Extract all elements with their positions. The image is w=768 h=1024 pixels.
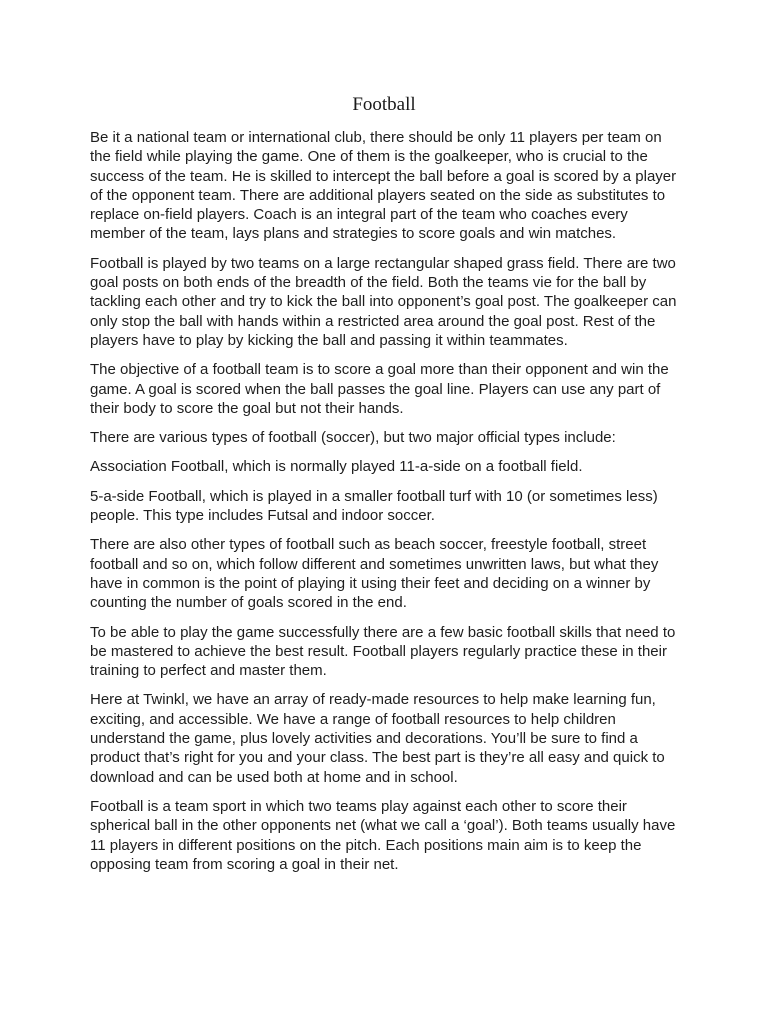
paragraph-association-football: Association Football, which is normally played 11-a-side on a football field. — [90, 458, 583, 476]
paragraph-twinkl-resources: Here at Twinkl, we have an array of ready-made resources to help make learning fun, exciting, and accessible. We have a range of football resources to help children understand the game, plus lovely activities and decorations. You’ll be sure to find a product that’s right for you and your class. The best part is they’re all easy and quick to download and can be used both at home and in school. — [90, 691, 665, 786]
document-body — [90, 128, 680, 884]
document-title: Football — [352, 94, 416, 115]
paragraph-other-types: There are also other types of football such as beach soccer, freestyle football, street football and so on, which follow different and sometimes unwritten laws, but what they have in common is the point of playing it using their feet and deciding on a winner by counting the number of goals scored in the end. — [90, 536, 659, 612]
paragraph-field-play: Football is played by two teams on a large rectangular shaped grass field. There are two goal posts on both ends of the breadth of the field. Both the teams vie for the ball by tackling each other and try to kick the ball into opponent’s goal post. The goalkeeper can only stop the ball with hands within a restricted area around the goal post. Rest of the players have to play by kicking the ball and passing it within teammates. — [90, 254, 677, 349]
paragraph-team-sport: Football is a team sport in which two teams play against each other to score their spherical ball in the other opponents net (what we call a ‘goal’). Both teams usually have 11 players in different positions on the pitch. Each positions main aim is to keep the opposing team from scoring a goal in their net. — [90, 797, 676, 873]
paragraph-types-intro: There are various types of football (soccer), but two major official types include: — [90, 429, 616, 447]
paragraph-team-composition: Be it a national team or international club, there should be only 11 players per team on the field while playing the game. One of them is the goalkeeper, who is crucial to the success of the team. He is skilled to intercept the ball before a goal is scored by a player of the opponent team. There are additional players seated on the side as substitutes to replace on-field players. Coach is an integral part of the team who coaches every member of the team, lays plans and strategies to score goals and win matches. — [90, 129, 677, 243]
paragraph-five-a-side: 5-a-side Football, which is played in a smaller football turf with 10 (or sometimes less) people. This type includes Futsal and indoor soccer. — [90, 487, 658, 525]
paragraph-objective: The objective of a football team is to score a goal more than their opponent and win the game. A goal is scored when the ball passes the goal line. Players can use any part of their body to score the goal but not their hands. — [90, 361, 669, 417]
paragraph-skills: To be able to play the game successfully there are a few basic football skills that need to be mastered to achieve the best result. Football players regularly practice these in their training to perfect and master them. — [90, 623, 676, 680]
